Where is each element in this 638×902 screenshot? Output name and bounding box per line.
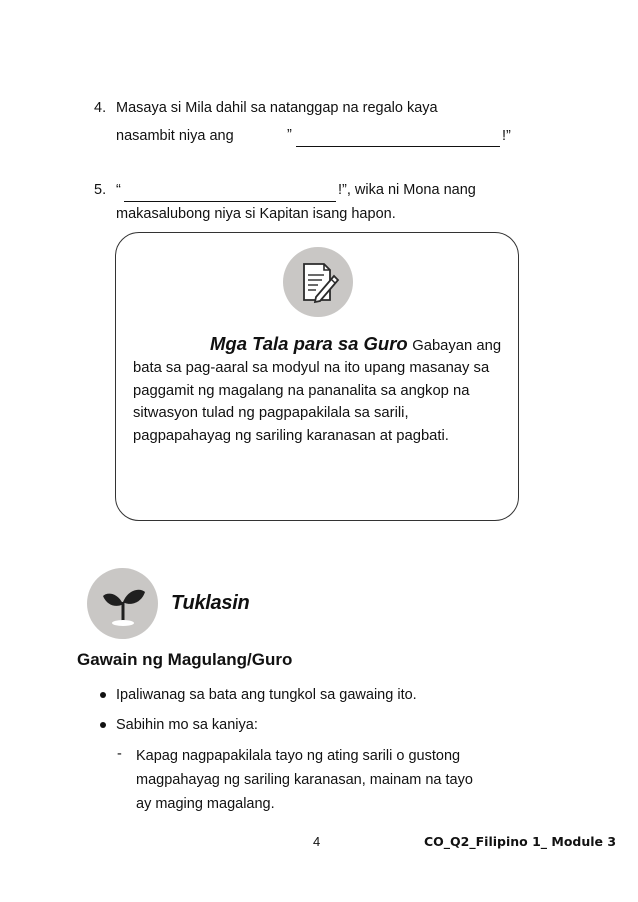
note-title: Mga Tala para sa Guro xyxy=(210,333,408,354)
teacher-note-body xyxy=(133,357,489,447)
sprout-icon xyxy=(87,568,158,639)
answer-blank[interactable] xyxy=(296,132,500,147)
bullet-item: Ipaliwanag sa bata ang tungkol sa gawaing ito. xyxy=(116,687,417,703)
open-quote: “ xyxy=(116,182,121,198)
item-number: 5. xyxy=(94,182,107,198)
answer-blank[interactable] xyxy=(124,187,336,202)
dash-line: Kapag nagpapakilala tayo ng ating sarili o gustong xyxy=(136,748,461,764)
dash-marker: - xyxy=(117,746,122,762)
dash-line: magpahayag ng sariling karanasan, mainam na tayo xyxy=(136,772,473,788)
section-title: Tuklasin xyxy=(171,592,250,614)
open-quote: ” xyxy=(287,127,292,143)
dash-item xyxy=(136,744,473,816)
note-line: paggamit ng magalang na pananalita sa angkop na xyxy=(133,382,470,399)
activity-heading: Gawain ng Magulang/Guro xyxy=(77,650,293,669)
bullet-icon xyxy=(100,722,106,728)
module-code: CO_Q2_Filipino 1_ Module 3 xyxy=(424,834,617,849)
close-quote: !” xyxy=(502,128,511,144)
bullet-icon xyxy=(100,692,106,698)
bullet-item: Sabihin mo sa kaniya: xyxy=(116,717,258,733)
page-number: 4 xyxy=(313,834,321,849)
item-text-line1: Masaya si Mila dahil sa natanggap na regalo kaya xyxy=(116,100,438,116)
item-text-line2: makasalubong niya si Kapitan isang hapon. xyxy=(116,206,396,222)
note-line: pagpapahayag ng sariling karanasan at pagbati. xyxy=(133,427,449,444)
note-first-line-rest: Gabayan ang xyxy=(412,338,502,354)
note-line: bata sa pag-aaral sa modyul na ito upang masanay sa xyxy=(133,360,490,376)
item-text-line1-suffix: !”, wika ni Mona nang xyxy=(338,182,476,198)
dash-line: ay maging magalang. xyxy=(136,796,275,812)
item-number: 4. xyxy=(94,100,107,116)
note-line: sitwasyon tulad ng pagpapakilala sa sarili, xyxy=(133,405,409,421)
teacher-note-heading xyxy=(210,333,501,358)
pencil-paper-icon xyxy=(283,247,353,317)
item-text-line2: nasambit niya ang xyxy=(116,128,234,144)
